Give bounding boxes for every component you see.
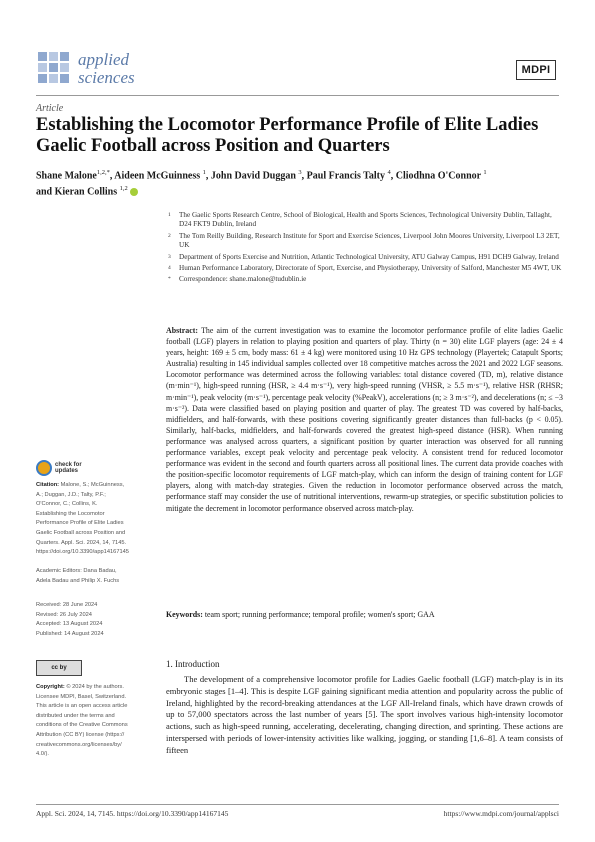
abstract-label: Abstract:: [166, 326, 198, 335]
journal-logo-icon: [36, 50, 72, 86]
abstract: [166, 325, 563, 514]
academic-editors: Academic Editors: Dana Badau, Adela Badau and Philip X. Fuchs: [36, 568, 120, 584]
revised-date: Revised: 26 July 2024: [36, 611, 92, 618]
footer-divider: [36, 804, 559, 805]
check-updates-button[interactable]: check for updates: [36, 458, 96, 478]
section-heading: 1. Introduction: [166, 659, 220, 669]
received-date: Received: 28 June 2024: [36, 602, 98, 608]
header-divider: [36, 95, 559, 96]
author-list: Shane Malone$^{1,2,*}$, Aideen McGuinness $^1$, John David Duggan $^3$, Paul Francis Talty $^4$, Cliodhna O'Connor $^1$ and Kieran Collins $^{1,2}$: [36, 169, 487, 198]
orcid-icon[interactable]: [130, 188, 138, 196]
affiliation-item: 1 The Gaelic Sports Research Centre, School of Biological, Health and Sports Sciences, Technological University Dublin, Tallaght, D24 FKT9 Dublin, Ireland: [168, 211, 552, 229]
affiliation-item: 4 Human Performance Laboratory, Directorate of Sport, Exercise, and Physiotherapy, University of Salford, Manchester M5 4WT, UK: [168, 264, 562, 273]
keywords-label: Keywords:: [166, 610, 203, 619]
correspondence: * Correspondence: shane.malone@tudublin.ie: [168, 275, 307, 284]
keywords: [166, 609, 563, 620]
accepted-date: Accepted: 13 August 2024: [36, 621, 103, 628]
author: Kieran Collins: [54, 186, 118, 198]
affiliation-item: 3 Department of Sports Exercise and Nutrition, Atlantic Technological University, ATU Galway Campus, H91 DCH9 Galway, Ireland: [168, 252, 559, 261]
affiliations: [168, 211, 563, 285]
article-title: Establishing the Locomotor Performance Profile of Elite Ladies Gaelic Football across Position and Quarters: [36, 115, 539, 156]
author: Cliodhna O'Connor: [395, 170, 481, 182]
introduction-text: The development of a comprehensive locomotor profile for Ladies Gaelic football (LGF) match-play is in its embryonic stages [1–4]. This is despite LGF gaining significant media attention and popularity across the public of Ireland, highlighted by the record-breaking attendances at the LGF All-Ireland finals, which have drawn crowds of up to 57,000 spectators across the last number of years [5]. The sport involves various high-intensity locomotor actions, such as high-speed running, accelerating, decelerating, changing direction, and sprinting. These actions are interspersed with periods of lower-intensity activities like walking, jogging, or standing [1,6–8]. A team consists of fifteen: [166, 674, 563, 755]
affiliation-item: 2 The Tom Reilly Building, Research Institute for Sport and Exercise Sciences, Liverpool John Moores University, Liverpool L3 2ET, UK: [168, 231, 560, 250]
journal-name: applied sciences: [78, 50, 135, 87]
author: John David Duggan: [210, 170, 296, 182]
article-dates: [36, 601, 128, 639]
author: Shane Malone: [36, 170, 97, 182]
article-type: Article: [36, 103, 64, 114]
check-updates-icon: [36, 460, 52, 476]
citation-block: Citation: Malone, S.; McGuinness, A.; Duggan, J.D.; Talty, P.F.; O'Connor, C.; Collins, K. Establishing the Locomotor Performance Profile of Elite Ladies Gaelic Football across Position and Quarters. Appl. Sci. 2024, 14, 7145. https://doi.org/10.3390/app14167145: [36, 482, 129, 556]
published-date: Published: 14 August 2024: [36, 630, 104, 637]
footer-citation: Appl. Sci. 2024, 14, 7145. https://doi.org/10.3390/app14167145: [36, 809, 229, 818]
publisher-logo: MDPI: [516, 60, 556, 80]
copyright-block: Copyright: © 2024 by the authors. Licensee MDPI, Basel, Switzerland. This article is an open access article distributed under the terms and conditions of the Creative Commons Attribution (CC BY) license (https:// creativecommons.org/licenses/by/ 4.0/).: [36, 684, 128, 758]
keywords-text: team sport; running performance; temporal profile; women's sport; GAA: [204, 610, 435, 619]
footer-url[interactable]: https://www.mdpi.com/journal/applsci: [443, 809, 559, 818]
cc-license-badge[interactable]: cc by: [36, 660, 82, 676]
abstract-text: The aim of the current investigation was to examine the locomotor performance profile of elite ladies Gaelic football (LGF) players in relation to playing position and quarters of play. Thirty (n = 30) elite LGF players (age: 24 ± 4 years, height: 169 ± 5 cm, body mass: 61 ± 4 kg) were monitored using 10 Hz GPS technology (Playertek; Catapult Sports; Australia) resulting in 145 individual samples collected over 18 competitive matches across the 2021 and 2022 LGF seasons. Locomotor performance was determined across the following variables: total distance covered (TD, m), relative distance (m·min⁻¹), high-speed running (HSR, ≥ 4.4 m·s⁻¹), very high-speed running (VHSR, ≥ 5.5 m·s⁻¹), relative HSR (RHSR; m·min⁻¹), peak velocity (m·s⁻¹), percentage peak velocity (%PeakV), accelerations (n; ≥ 3 m·s⁻²), and decelerations (n; ≤ −3 m·s⁻²). Data were classified based on playing position and quarter of play. The greatest TD was covered by half-backs, midfielders, and half-forwards, with these positions covering significantly greater distances than full-backs (p < 0.05). Similarly, half-backs, midfielders, and half-forwards covered the greatest high-speed distance (HSR). When running performance was analysed across quarters, a significant position by quarter interaction was observed for all running performance variables, except peak velocity and percentage peak velocity. A consistent trend for reduced locomotor performance was evident in the second and fourth quarters across all positional lines. The current data provide coaches with the position-specific locomotor requirements of LGF match-play, which can inform the design of training content for LGF players, along with match-day strategies. Given the reduction in locomotor performance observed across the match, performance staff may consider the use of nutritional interventions, rewarm-up strategies, or specific substitution policies to mitigate the decrement in locomotor performance observed across match-play.: [166, 326, 563, 513]
page-footer: [36, 809, 559, 818]
author: Paul Francis Talty: [306, 170, 386, 182]
author: Aideen McGuinness: [114, 170, 201, 182]
